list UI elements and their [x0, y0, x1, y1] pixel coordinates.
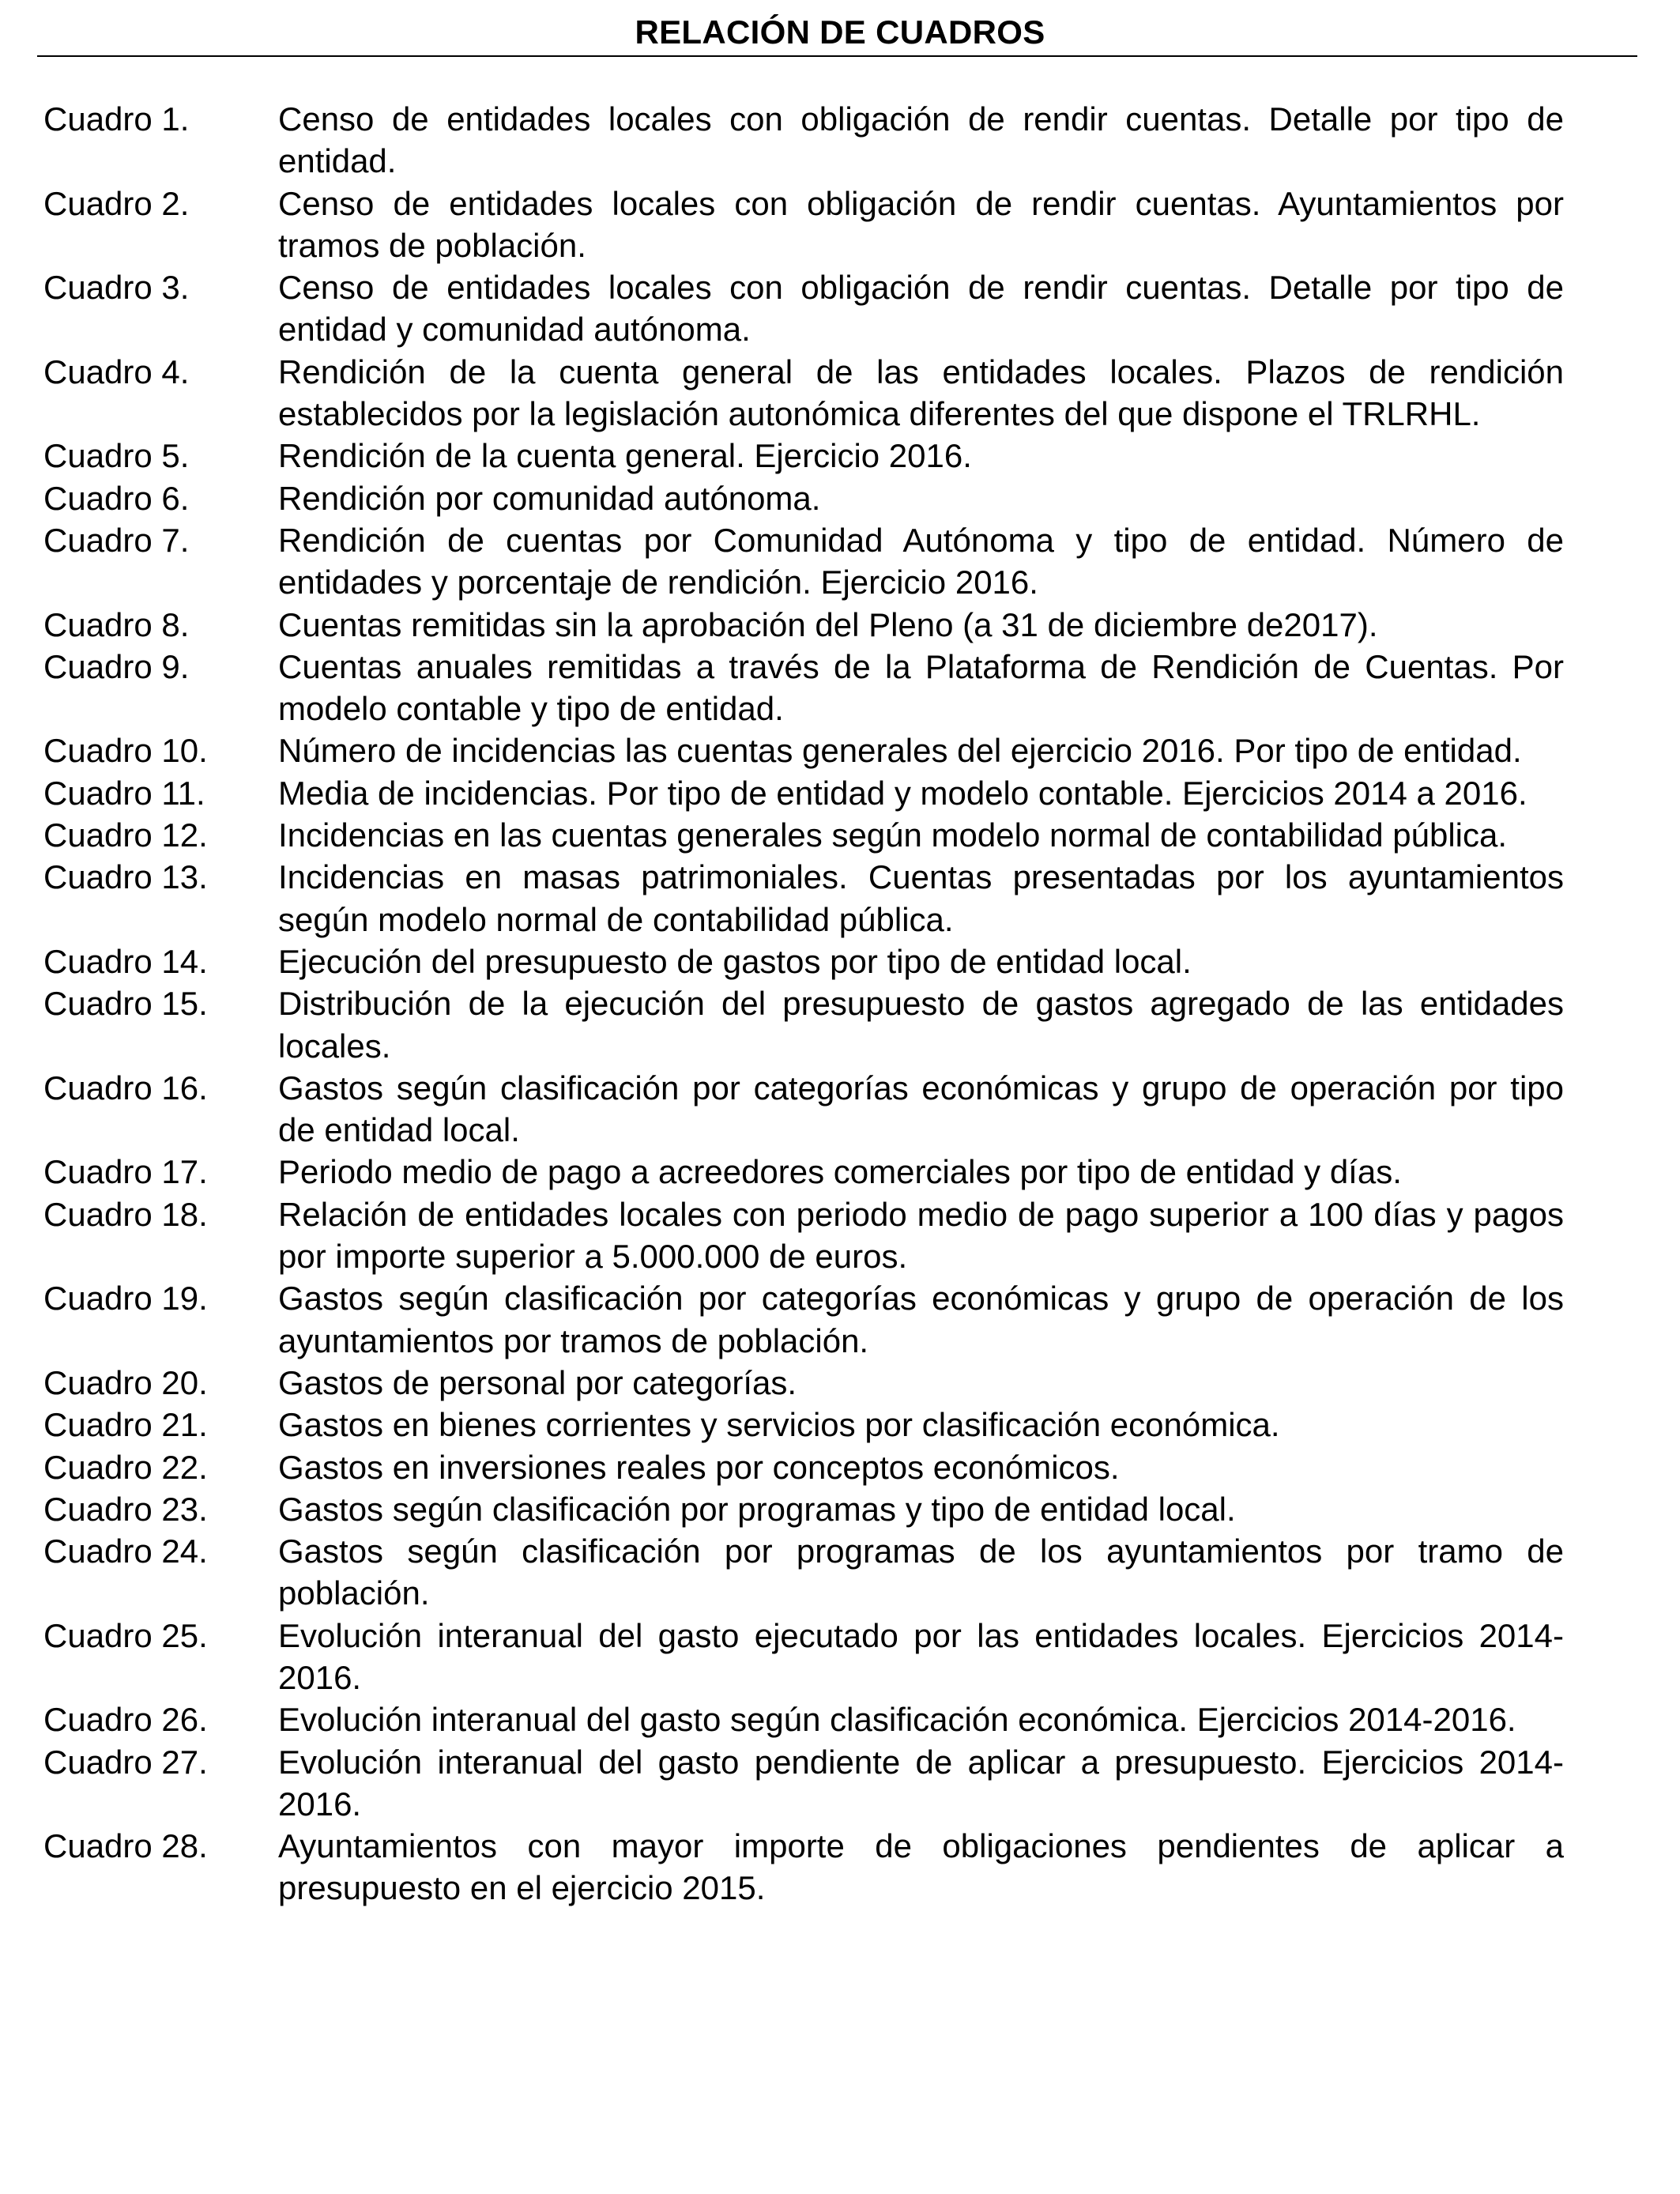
- table-number: Cuadro 18.: [43, 1195, 208, 1233]
- list-item: [0, 435, 1680, 477]
- list-item: [0, 1404, 1680, 1446]
- table-number: Cuadro 3.: [43, 269, 190, 307]
- list-item: [0, 1825, 1680, 1909]
- list-item: [0, 1530, 1680, 1615]
- table-number: Cuadro 10.: [43, 732, 208, 770]
- list-item: [0, 646, 1680, 730]
- table-number: Cuadro 21.: [43, 1406, 208, 1444]
- table-description: Evolución interanual del gasto pendiente de aplicar a presupuesto. Ejercicios 2014-2016.: [278, 1743, 1564, 1823]
- table-description: Distribución de la ejecución del presupuesto de gastos agregado de las entidades locales.: [278, 985, 1564, 1065]
- list-item: [0, 477, 1680, 519]
- table-number: Cuadro 1.: [43, 100, 190, 138]
- list-item: [0, 183, 1680, 267]
- table-description: Rendición de la cuenta general. Ejercicio 2016.: [278, 437, 972, 475]
- table-number: Cuadro 8.: [43, 605, 190, 643]
- table-number: Cuadro 9.: [43, 647, 190, 685]
- list-item: [0, 98, 1680, 183]
- table-description: Incidencias en las cuentas generales según modelo normal de contabilidad pública.: [278, 816, 1508, 854]
- table-number: Cuadro 16.: [43, 1069, 208, 1106]
- table-description: Ejecución del presupuesto de gastos por tipo de entidad local.: [278, 942, 1192, 980]
- table-description: Censo de entidades locales con obligación de rendir cuentas. Detalle por tipo de entidad y comunidad autónoma.: [278, 269, 1564, 349]
- table-number: Cuadro 2.: [43, 184, 190, 222]
- table-description: Gastos en bienes corrientes y servicios por clasificación económica.: [278, 1406, 1280, 1444]
- table-number: Cuadro 4.: [43, 352, 190, 390]
- table-description: Gastos según clasificación por programas de los ayuntamientos por tramo de población.: [278, 1532, 1564, 1612]
- table-description: Media de incidencias. Por tipo de entidad y modelo contable. Ejercicios 2014 a 2016.: [278, 774, 1527, 812]
- table-number: Cuadro 28.: [43, 1827, 208, 1865]
- table-description: Gastos según clasificación por programas y tipo de entidad local.: [278, 1490, 1236, 1528]
- table-description: Evolución interanual del gasto según clasificación económica. Ejercicios 2014-2016.: [278, 1701, 1516, 1739]
- table-description: Periodo medio de pago a acreedores comerciales por tipo de entidad y días.: [278, 1153, 1402, 1191]
- list-item: [0, 351, 1680, 435]
- table-description: Gastos en inversiones reales por conceptos económicos.: [278, 1448, 1120, 1486]
- list-item: [0, 814, 1680, 856]
- table-description: Gastos según clasificación por categorías económicas y grupo de operación de los ayuntamientos por tramos de población.: [278, 1280, 1564, 1359]
- list-item: [0, 1067, 1680, 1152]
- list-item: [0, 1193, 1680, 1278]
- table-description: Censo de entidades locales con obligación de rendir cuentas. Ayuntamientos por tramos de población.: [278, 184, 1564, 264]
- table-description: Gastos según clasificación por categorías económicas y grupo de operación por tipo de entidad local.: [278, 1069, 1564, 1149]
- table-number: Cuadro 7.: [43, 521, 190, 559]
- table-number: Cuadro 23.: [43, 1490, 208, 1528]
- list-item: [0, 519, 1680, 604]
- list-item: [0, 1446, 1680, 1488]
- list-item: [0, 1151, 1680, 1193]
- list-item: [0, 1488, 1680, 1530]
- table-number: Cuadro 13.: [43, 858, 208, 896]
- list-item: [0, 1741, 1680, 1826]
- list-item: [0, 266, 1680, 351]
- table-description: Rendición de la cuenta general de las entidades locales. Plazos de rendición establecidos por la legislación autonómica diferentes del que dispone el TRLRHL.: [278, 352, 1564, 433]
- list-item: [0, 856, 1680, 941]
- table-number: Cuadro 6.: [43, 479, 190, 517]
- table-number: Cuadro 17.: [43, 1153, 208, 1191]
- list-item: [0, 941, 1680, 982]
- table-description: Censo de entidades locales con obligación de rendir cuentas. Detalle por tipo de entidad.: [278, 100, 1564, 180]
- list-item: [0, 1362, 1680, 1404]
- table-description: Cuentas remitidas sin la aprobación del Pleno (a 31 de diciembre de2017).: [278, 605, 1378, 643]
- table-list: [0, 98, 1680, 1909]
- list-item: [0, 729, 1680, 771]
- list-item: [0, 772, 1680, 814]
- table-description: Rendición por comunidad autónoma.: [278, 479, 821, 517]
- list-item: [0, 1615, 1680, 1699]
- table-description: Rendición de cuentas por Comunidad Autónoma y tipo de entidad. Número de entidades y porcentaje de rendición. Ejercicio 2016.: [278, 521, 1564, 601]
- table-number: Cuadro 12.: [43, 816, 208, 854]
- table-number: Cuadro 15.: [43, 985, 208, 1023]
- page-title: RELACIÓN DE CUADROS: [635, 13, 1045, 51]
- table-description: Relación de entidades locales con periodo medio de pago superior a 100 días y pagos por importe superior a 5.000.000 de euros.: [278, 1195, 1564, 1276]
- list-item: [0, 982, 1680, 1067]
- table-description: Ayuntamientos con mayor importe de obligaciones pendientes de aplicar a presupuesto en el ejercicio 2015.: [278, 1827, 1564, 1907]
- title-divider: [37, 55, 1637, 57]
- table-description: Gastos de personal por categorías.: [278, 1363, 797, 1401]
- table-description: Incidencias en masas patrimoniales. Cuentas presentadas por los ayuntamientos según modelo normal de contabilidad pública.: [278, 858, 1564, 938]
- table-number: Cuadro 22.: [43, 1448, 208, 1486]
- list-item: [0, 604, 1680, 646]
- list-item: [0, 1698, 1680, 1740]
- table-number: Cuadro 26.: [43, 1701, 208, 1739]
- table-number: Cuadro 20.: [43, 1363, 208, 1401]
- table-description: Número de incidencias las cuentas generales del ejercicio 2016. Por tipo de entidad.: [278, 732, 1522, 770]
- table-number: Cuadro 25.: [43, 1616, 208, 1654]
- table-number: Cuadro 24.: [43, 1532, 208, 1570]
- table-description: Cuentas anuales remitidas a través de la Plataforma de Rendición de Cuentas. Por modelo contable y tipo de entidad.: [278, 647, 1564, 728]
- table-number: Cuadro 27.: [43, 1743, 208, 1781]
- table-number: Cuadro 19.: [43, 1280, 208, 1318]
- table-description: Evolución interanual del gasto ejecutado por las entidades locales. Ejercicios 2014-2016.: [278, 1616, 1564, 1696]
- table-number: Cuadro 5.: [43, 437, 190, 475]
- table-number: Cuadro 11.: [43, 774, 205, 812]
- table-number: Cuadro 14.: [43, 942, 208, 980]
- list-item: [0, 1277, 1680, 1362]
